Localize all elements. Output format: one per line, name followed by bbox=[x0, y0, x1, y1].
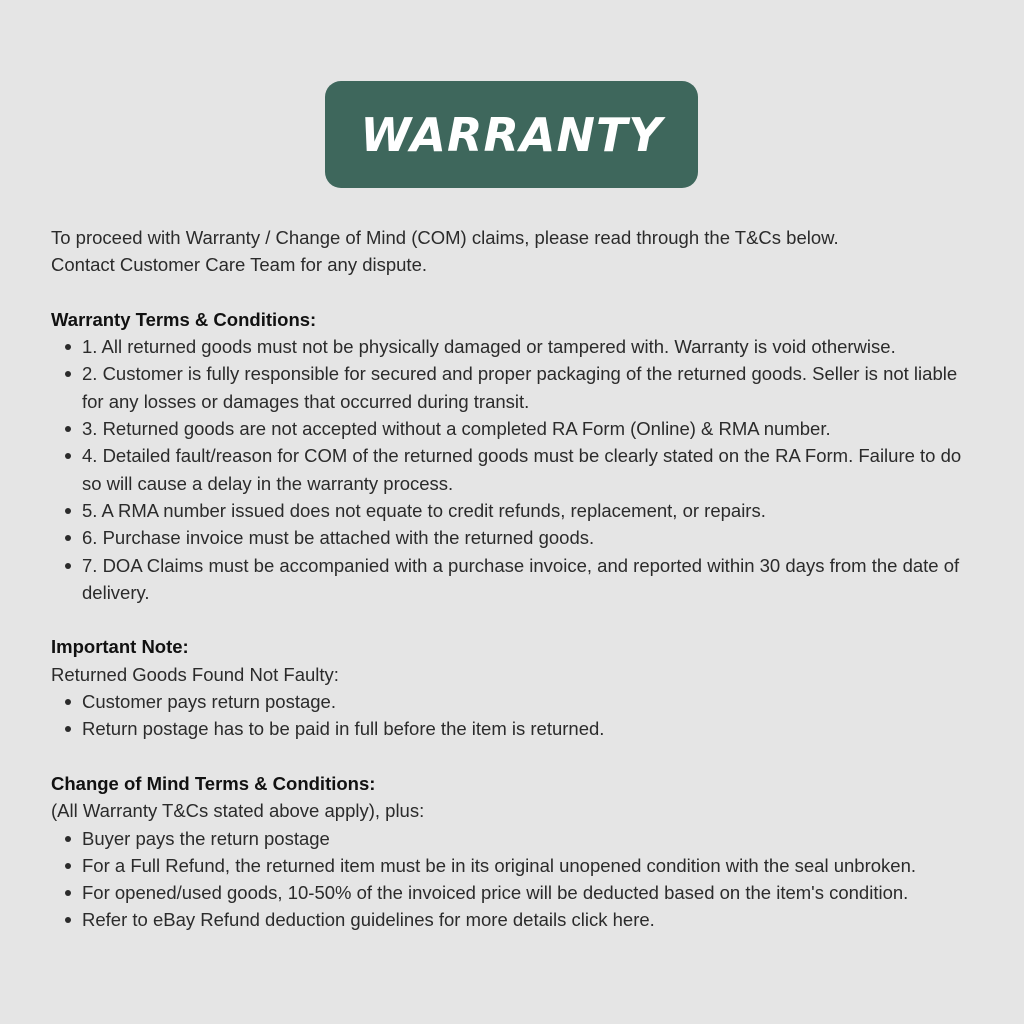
important-note-subheading: Returned Goods Found Not Faulty: bbox=[51, 663, 339, 685]
change-of-mind-heading: Change of Mind Terms & Conditions: bbox=[51, 772, 376, 794]
spacer bbox=[51, 606, 981, 633]
intro-line-1: To proceed with Warranty / Change of Mind (COM) claims, please read through the T&Cs below. bbox=[51, 227, 839, 248]
warranty-term-item: 7. DOA Claims must be accompanied with a purchase invoice, and reported within 30 days from the date of delivery. bbox=[82, 552, 981, 607]
warranty-terms-heading: Warranty Terms & Conditions: bbox=[51, 308, 317, 330]
warranty-term-item: 1. All returned goods must not be physically damaged or tampered with. Warranty is void otherwise. bbox=[82, 333, 981, 360]
banner-title: WARRANTY bbox=[360, 107, 663, 162]
change-of-mind-item: For a Full Refund, the returned item must be in its original unopened condition with the seal unbroken. bbox=[82, 852, 981, 879]
important-note-heading: Important Note: bbox=[51, 636, 189, 658]
warranty-term-item: 5. A RMA number issued does not equate to credit refunds, replacement, or repairs. bbox=[82, 497, 981, 524]
change-of-mind-list bbox=[51, 825, 981, 934]
important-note-item: Customer pays return postage. bbox=[82, 688, 981, 715]
terms-content bbox=[51, 224, 981, 934]
change-of-mind-subheading: (All Warranty T&Cs stated above apply), plus: bbox=[51, 800, 425, 822]
change-of-mind-item: Refer to eBay Refund deduction guidelines for more details click here. bbox=[82, 906, 981, 933]
spacer bbox=[51, 743, 981, 770]
warranty-term-item: 3. Returned goods are not accepted without a completed RA Form (Online) & RMA number. bbox=[82, 415, 981, 442]
warranty-terms-list bbox=[51, 333, 981, 606]
change-of-mind-item: Buyer pays the return postage bbox=[82, 825, 981, 852]
warranty-term-item: 4. Detailed fault/reason for COM of the returned goods must be clearly stated on the RA Form. Failure to do so will cause a delay in the warranty process. bbox=[82, 442, 981, 497]
change-of-mind-item: For opened/used goods, 10-50% of the invoiced price will be deducted based on the item's condition. bbox=[82, 879, 981, 906]
spacer bbox=[51, 279, 981, 306]
important-note-list bbox=[51, 688, 981, 743]
warranty-term-item: 6. Purchase invoice must be attached with the returned goods. bbox=[82, 524, 981, 551]
warranty-banner bbox=[325, 81, 698, 188]
important-note-item: Return postage has to be paid in full before the item is returned. bbox=[82, 715, 981, 742]
intro-line-2: Contact Customer Care Team for any dispute. bbox=[51, 254, 427, 276]
warranty-term-item: 2. Customer is fully responsible for secured and proper packaging of the returned goods. Seller is not liable for any losses or damages that occurred during transit. bbox=[82, 360, 981, 415]
